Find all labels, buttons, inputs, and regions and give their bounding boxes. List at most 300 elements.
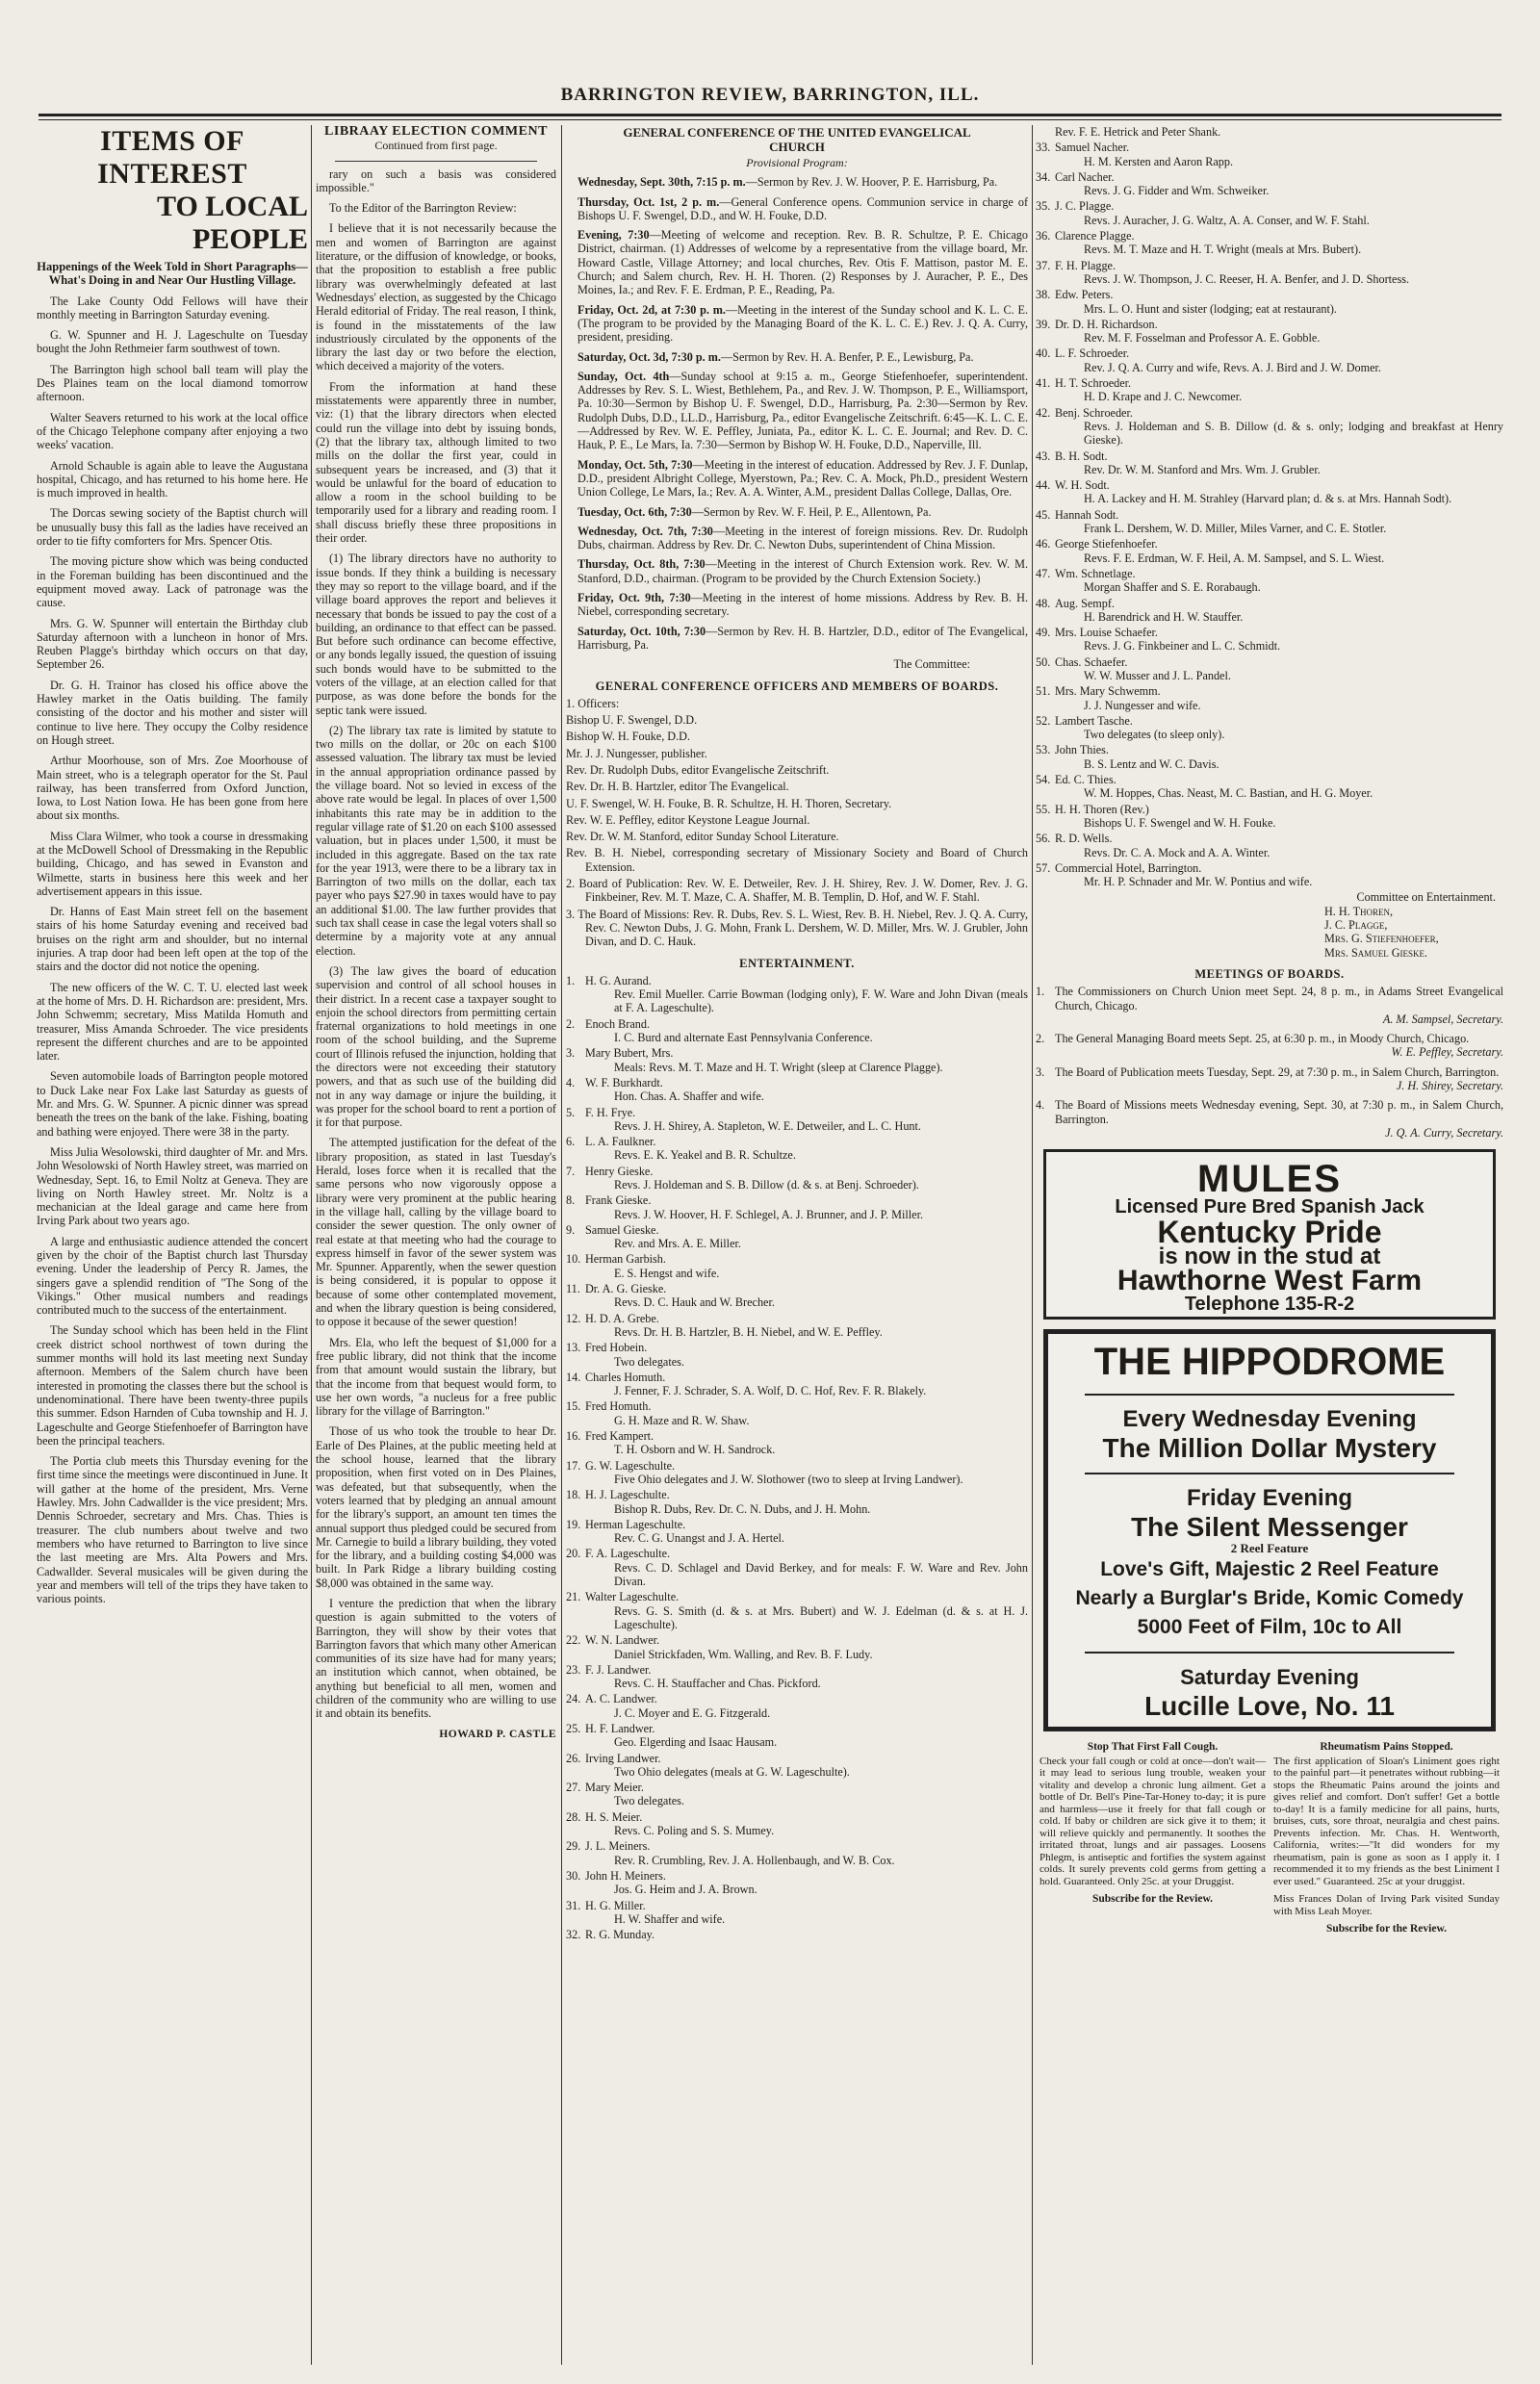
mules-line2: Licensed Pure Bred Spanish Jack (1115, 1196, 1424, 1218)
entry-host: Enoch Brand. (585, 1016, 651, 1031)
entry-host: Mary Meier. (585, 1781, 644, 1795)
entry-number: 36. (1036, 229, 1051, 244)
officers-title: GENERAL CONFERENCE OFFICERS AND MEMBERS OF BOARDS. (595, 679, 999, 693)
entry-host: W. H. Sodt. (1055, 478, 1110, 493)
entry-guests: H. Barendrick and H. W. Stauffer. (1084, 609, 1244, 624)
entry-host: L. F. Schroeder. (1055, 346, 1130, 361)
entry-host: Walter Lageschulte. (585, 1590, 680, 1604)
item-paragraph: The Lake County Odd Fellows will have their monthly meeting in Barrington Saturday evening. (37, 294, 308, 321)
divider (1085, 1394, 1454, 1396)
hippodrome-headline: THE HIPPODROME (1093, 1341, 1446, 1384)
entry-host: George Stiefenhoefer. (1055, 537, 1158, 551)
masthead-rule (38, 114, 1502, 116)
entry-host: B. H. Sodt. (1055, 449, 1108, 463)
officer-line: Mr. J. J. Nungesser, publisher. (566, 746, 707, 760)
entertainment-item (566, 1928, 1028, 1941)
entry-guests: Bishops U. F. Swengel and W. H. Fouke. (1084, 815, 1276, 830)
schedule-item (566, 557, 1028, 585)
item-paragraph: Arthur Moorhouse, son of Mrs. Zoe Moorhouse of Main street, who is a telegraph operator for the St. Paul railway, has been transferred from Oxford Junction, Iowa, to Lost Nation Iowa. He has been gone from here about six months. (37, 754, 308, 823)
entry-number: 44. (1036, 478, 1051, 493)
entertainment-item (566, 1252, 1028, 1280)
meeting-number: 3. (1036, 1064, 1045, 1079)
entry-guests: Revs. Dr. C. A. Mock and A. A. Winter. (1084, 845, 1270, 859)
officer-line: U. F. Swengel, W. H. Fouke, B. R. Schultze, H. H. Thoren, Secretary. (566, 796, 892, 810)
entry-number: 41. (1036, 376, 1051, 391)
entry-host: H. S. Meier. (585, 1809, 643, 1824)
entry-host: Hannah Sodt. (1055, 507, 1119, 522)
entry-number: 20. (566, 1547, 581, 1561)
entry-number: 43. (1036, 449, 1051, 463)
entry-guests: Revs. J. Auracher, J. G. Waltz, A. A. Conser, and W. F. Stahl. (1084, 213, 1370, 227)
entry-number: 12. (566, 1311, 581, 1325)
entry-guests: Revs. Dr. H. B. Hartzler, B. H. Niebel, and W. E. Peffley. (614, 1324, 883, 1339)
entry-host: F. J. Landwer. (585, 1662, 652, 1677)
entry-guests: Geo. Elgerding and Isaac Hausam. (614, 1735, 778, 1750)
entry-host: Henry Gieske. (585, 1164, 654, 1178)
entry-guests: Morgan Shaffer and S. E. Rorabaugh. (1084, 580, 1261, 595)
officer-line: Rev. Dr. Rudolph Dubs, editor Evangelische Zeitschrift. (566, 762, 830, 777)
entry-host: R. G. Munday. (585, 1928, 654, 1942)
conference-title-line1: GENERAL CONFERENCE OF THE UNITED EVANGELICAL (623, 125, 971, 140)
entry-guests: Rev. Emil Mueller. Carrie Bowman (lodging only), F. W. Ware and John Divan (meals at F. A. Lageschulte). (614, 987, 1028, 1015)
entry-host: Samuel Gieske. (585, 1222, 659, 1237)
schedule-text: —Sermon by Rev. H. B. Hartzler, D.D., editor of The Evangelical, Harrisburg, Pa. (578, 624, 1028, 652)
entertainment-item (566, 1429, 1028, 1457)
schedule-item (566, 591, 1028, 619)
entertainment-item (1036, 803, 1503, 831)
schedule-item (566, 505, 1028, 519)
meetings-title: MEETINGS OF BOARDS. (1194, 966, 1345, 981)
entry-guests: Revs. D. C. Hauk and W. Brecher. (614, 1295, 775, 1310)
entry-host: Fred Hobein. (585, 1341, 648, 1355)
entry-guests: Bishop R. Dubs, Rev. Dr. C. N. Dubs, and J. H. Mohn. (614, 1501, 871, 1516)
entry-guests: E. S. Hengst and wife. (614, 1266, 720, 1280)
rheumatism-note: Miss Frances Dolan of Irving Park visited Sunday with Miss Leah Moyer. (1273, 1893, 1500, 1917)
entry-host: Commercial Hotel, Barrington. (1055, 860, 1202, 875)
officer-line: 2. Board of Publication: Rev. W. E. Detweiler, Rev. J. H. Shirey, Rev. J. W. Domer, Rev. J. G. Finkbeiner, Rev. M. T. Maze, C. A. Shaffer, M. B. Templin, D. Hof, and W. F. Stahl. (566, 877, 1028, 905)
entry-host: Herman Lageschulte. (585, 1517, 686, 1531)
entry-number: 6. (566, 1135, 576, 1149)
entertainment-item (566, 1106, 1028, 1134)
hippodrome-line: Love's Gift, Majestic 2 Reel Feature (1100, 1558, 1439, 1581)
entry-host: John H. Meiners. (585, 1868, 666, 1883)
meeting-item (1036, 1098, 1503, 1140)
entertainment-item (1036, 773, 1503, 801)
entry-number: 47. (1036, 566, 1051, 580)
entry-guests: W. W. Musser and J. L. Pandel. (1084, 668, 1231, 682)
conference-column (566, 125, 1028, 2355)
entry-host: Mrs. Mary Schwemm. (1055, 684, 1161, 699)
entry-number: 15. (566, 1399, 581, 1414)
entry-guests: T. H. Osborn and W. H. Sandrock. (614, 1443, 776, 1457)
entry-host: Carl Nacher. (1055, 169, 1115, 184)
entertainment-item (566, 1869, 1028, 1897)
entry-guests: Two Ohio delegates (meals at G. W. Lageschulte). (614, 1764, 850, 1779)
entry-host: J. L. Meiners. (585, 1839, 651, 1854)
entry-host: L. A. Faulkner. (585, 1135, 656, 1149)
schedule-item (566, 303, 1028, 345)
schedule-day: Tuesday, Oct. 6th, 7:30 (578, 504, 692, 519)
item-paragraph: Dr. G. H. Trainor has closed his office above the Hawley market in the Oatis building. The family consisting of the doctor and his mother and sister will continue to live here. They occupy the Colby residence on Hough street. (37, 678, 308, 747)
officer-line: Rev. W. E. Peffley, editor Keystone League Journal. (566, 812, 810, 827)
divider (335, 161, 537, 162)
entry-number: 9. (566, 1222, 576, 1237)
library-paragraph: Those of us who took the trouble to hear Dr. Earle of Des Plaines, at the public meeting held at the school house, learned that the library proposition, when first voted on in Des Plaines, was defeated, but that subsequently, when the voters learned that by pledging an annual amount for the library's support, an amount ten times the annual support thus pledged could be secured from Mr. Carnegie to build a library building, they voted for the library, and a building costing $4,000 was built. In Park Ridge a library building costing $8,000 was obtained in the same way. (316, 1424, 556, 1590)
entertainment-item (566, 1046, 1028, 1074)
entertainment-item (1036, 259, 1503, 287)
entry-guests: Revs. C. H. Stauffacher and Chas. Pickford. (614, 1677, 821, 1691)
entry-host: J. C. Plagge. (1055, 199, 1115, 214)
entry-number: 51. (1036, 684, 1051, 699)
officers-list (566, 697, 1028, 949)
schedule-text: —Meeting in the interest of education. Addressed by Rev. J. F. Dunlap, D.D., president Albright College, Myerstown, Pa.; Rev. C. A. Mock, Ph.D., president Western Union College, Le Mars, Ia.; Rev. A. A. Winter, A.M., president Dallas College, Dallas, Ore. (578, 457, 1028, 500)
entry-guests: Rev. C. G. Unangst and J. A. Hertel. (614, 1531, 784, 1546)
entry-guests: Revs. F. E. Erdman, W. F. Heil, A. M. Sampsel, and S. L. Wiest. (1084, 551, 1385, 565)
rheumatism-title: Rheumatism Pains Stopped. (1320, 1741, 1453, 1754)
entertainment-item (566, 1399, 1028, 1427)
entry-host: H. F. Landwer. (585, 1721, 655, 1735)
schedule-text: —Meeting in the interest of Church Extension work. Rev. W. M. Stanford, D.D., chairman. (Program to be provided by the Church Extension Society.) (578, 557, 1028, 585)
meeting-signature: A. M. Sampsel, Secretary. (1382, 1012, 1503, 1026)
schedule-text: —General Conference opens. Communion service in charge of Bishops U. F. Swengel, D.D., and W. H. Fouke, D.D. (578, 194, 1028, 222)
entry-guests: Revs. C. Poling and S. S. Mumey. (614, 1824, 775, 1838)
entertainment-item (1036, 684, 1503, 712)
entertainment-item (1036, 537, 1503, 565)
meetings-list (1036, 985, 1503, 1140)
hippodrome-line: Lucille Love, No. 11 (1144, 1691, 1395, 1722)
library-paragraph: (3) The law gives the board of education supervision and control of all school houses in their district. In a recent case a taxpayer sought to enjoin the school directors from permitting certain fraternal organizations to hold meetings in one room of the school building, and the Supreme court of Illinois refused the injunction, holding that the directors were not exceeding their statutory powers, and that as such use of the building did not in any way damage or injure the building, it was proper for the school board to rent a portion of it for that purpose. (316, 963, 556, 1130)
entertainment-item (566, 1135, 1028, 1163)
entry-number: 30. (566, 1868, 581, 1883)
entry-guests: J. J. Nungesser and wife. (1084, 698, 1201, 712)
entertainment-item (1036, 861, 1503, 889)
entry-host: F. H. Plagge. (1055, 258, 1116, 272)
column-divider (311, 125, 312, 2365)
entry-number: 28. (566, 1809, 581, 1824)
entry-guests: W. M. Hoppes, Chas. Neast, M. C. Bastian, and H. G. Moyer. (1084, 786, 1373, 801)
committee-member: J. C. Plagge, (1324, 918, 1388, 933)
entertainment-item (1036, 626, 1503, 654)
mules-headline: MULES (1197, 1158, 1342, 1201)
entry-number: 13. (566, 1341, 581, 1355)
library-paragraph: I believe that it is not necessarily because the men and women of Barrington are against literature, or the diffusion of knowledge, or books, that the proposition to establish a free public library was overwhelmingly defeated at last Wednesdays' election, as suggested by the Chicago Herald editorial of Friday. The real reason, I think, is found in the misstatements of the law industriously circulated by the opponents of the library the last day or two before the election, which deceived a majority of the voters. (316, 221, 556, 373)
entry-number: 10. (566, 1252, 581, 1267)
entertainment-item (1036, 597, 1503, 625)
entertainment-item (566, 974, 1028, 1015)
entry-number: 38. (1036, 288, 1051, 302)
entry-host: Benj. Schroeder. (1055, 405, 1133, 420)
entertainment-item (1036, 229, 1503, 257)
schedule-day: Evening, 7:30 (578, 228, 650, 243)
entertainment-item (566, 1899, 1028, 1927)
schedule-day: Wednesday, Oct. 7th, 7:30 (578, 524, 713, 538)
entry-number: 14. (566, 1370, 581, 1384)
meeting-number: 4. (1036, 1098, 1045, 1113)
entry-guests: J. C. Moyer and E. G. Fitzgerald. (614, 1705, 771, 1720)
entry-host: F. H. Frye. (585, 1105, 636, 1119)
cough-text: Check your fall cough or cold at once—don't wait—it may lead to serious lung trouble, weaken your vitality and develop a chronic lung ailment. Get a bottle of Dr. Bell's Pine-Tar-Honey to-day; it is pure and harmless—use it freely for that fall cough or cold. If baby or children are sick give it to them; it will relieve quickly and permanently. It soothes the irritated throat, lungs and air passages. Loosens Phlegm, is antiseptic and fortifies the system against colds. It surely prevents cold germs from getting a hold. Guaranteed. Only 25c. at your Druggist. (1040, 1755, 1266, 1887)
entry-guests: H. M. Kersten and Aaron Rapp. (1084, 154, 1234, 168)
entry-guests: Mrs. L. O. Hunt and sister (lodging; eat at restaurant). (1084, 301, 1337, 316)
entry-guests: Jos. G. Heim and J. A. Brown. (614, 1883, 757, 1897)
column-divider (1032, 125, 1033, 2365)
hippodrome-line: Nearly a Burglar's Bride, Komic Comedy (1075, 1587, 1464, 1610)
officer-line: 3. The Board of Missions: Rev. R. Dubs, Rev. S. L. Wiest, Rev. B. H. Niebel, Rev. J. Q. A. Curry, Rev. C. Newton Dubs, J. G. Mohn, Frank L. Dershem, W. D. Miller, Mrs. W. J. Grubler, John Divan, and D. C. Hauk. (566, 907, 1028, 949)
entry-number: 8. (566, 1193, 576, 1208)
entry-host: Charles Homuth. (585, 1370, 666, 1384)
entry-host: Dr. D. H. Richardson. (1055, 317, 1158, 331)
entry-host: Edw. Peters. (1055, 288, 1114, 302)
library-signature: HOWARD P. CASTLE (439, 1728, 556, 1740)
entertainment-item (566, 1590, 1028, 1631)
entertainment-item (1036, 832, 1503, 859)
entertainment-item (566, 1282, 1028, 1310)
entry-number: 45. (1036, 507, 1051, 522)
entry-guests: Meals: Revs. M. T. Maze and H. T. Wright (sleep at Clarence Plagge). (614, 1060, 943, 1074)
entry-host: R. D. Wells. (1055, 832, 1113, 846)
items-title-line1: ITEMS OF INTEREST (97, 125, 247, 190)
entry-number: 19. (566, 1517, 581, 1531)
library-paragraph: To the Editor of the Barrington Review: (329, 201, 517, 216)
meeting-text: The Board of Publication meets Tuesday, Sept. 29, at 7:30 p. m., in Salem Church, Barrington. (1055, 1064, 1500, 1079)
item-paragraph: The Barrington high school ball team will play the Des Plaines team on the local diamond tomorrow afternoon. (37, 362, 308, 404)
cough-footer: Subscribe for the Review. (1091, 1893, 1213, 1906)
entry-guests: H. D. Krape and J. C. Newcomer. (1084, 390, 1243, 404)
cough-ad (1040, 1741, 1266, 1935)
entry-host: Wm. Schnetlage. (1055, 566, 1136, 580)
schedule-day: Friday, Oct. 2d, at 7:30 p. m. (578, 302, 726, 317)
entry-number: 40. (1036, 346, 1051, 361)
entertainment-item (1036, 714, 1503, 742)
entry-number: 21. (566, 1590, 581, 1604)
entry-number: 25. (566, 1721, 581, 1735)
entertainment-item (1036, 567, 1503, 595)
masthead: BARRINGTON REVIEW, BARRINGTON, ILL. (560, 85, 980, 105)
entertainment-item (566, 1547, 1028, 1588)
entry-host: H. G. Miller. (585, 1898, 646, 1912)
entry-number: 24. (566, 1692, 581, 1706)
schedule-item (566, 525, 1028, 552)
library-paragraph: I venture the prediction that when the library question is again submitted to the voters of Barrington, they will show by their votes that Barrington favors that which many other American communities of its size have had for many years; an institution which cannot, when obtained, be anything but beneficial to all men, women and children of the community who are willing to use it and obtain its benefits. (316, 1596, 556, 1721)
schedule-text: —Sermon by Rev. W. F. Heil, P. E., Allentown, Pa. (691, 504, 932, 519)
entry-host: Fred Homuth. (585, 1399, 652, 1414)
entry-host: Mary Bubert, Mrs. (585, 1046, 674, 1061)
entertainment-title: ENTERTAINMENT. (739, 956, 855, 970)
entertainment-item (566, 1017, 1028, 1045)
entertainment-item (566, 1076, 1028, 1104)
entertainment-item (566, 1752, 1028, 1780)
library-paragraph: (1) The library directors have no authority to issue bonds. If they think a building is necessary they may so report to the village board, and if the village board approves the report and believes it necessary that bonds be issued to pay the cost of a building, an ordinance to that effect can be passed. But before such ordinance can become effective, or any bonds legally issued, the question of issuing such bonds would have to be submitted to the voters of the village, at an election called for that purpose, as was done before the bonds for the septic tank were issued. (316, 551, 556, 717)
entry-host: Rev. F. E. Hetrick and Peter Shank. (1055, 125, 1221, 139)
library-title: LIBRAAY ELECTION COMMENT (324, 125, 548, 139)
hippodrome-line: 5000 Feet of Film, 10c to All (1137, 1616, 1402, 1639)
mules-ad (1043, 1149, 1496, 1320)
bottom-ads (1040, 1741, 1500, 1935)
mules-line6: Telephone 135-R-2 (1184, 1293, 1355, 1315)
entertainment-item (1036, 199, 1503, 227)
entertainment-item (566, 1312, 1028, 1340)
meeting-signature: J. Q. A. Curry, Secretary. (1385, 1125, 1503, 1140)
entry-guests: Revs. J. W. Hoover, H. F. Schlegel, A. J. Brunner, and J. P. Miller. (614, 1207, 924, 1221)
entertainment-item (566, 1518, 1028, 1546)
entry-number: 52. (1036, 713, 1051, 728)
right-column (1036, 125, 1503, 2355)
hippodrome-line: Saturday Evening (1180, 1665, 1359, 1690)
item-paragraph: Miss Clara Wilmer, who took a course in dressmaking at the McDowell School of Dressmaking in the Republic building, Chicago, and has sewed in Evanston and Wilmette, starts in business here this week and her advertisement appears in this issue. (37, 829, 308, 898)
entry-host: Mrs. Louise Schaefer. (1055, 626, 1158, 640)
mules-line4: is now in the stud at (1158, 1243, 1381, 1270)
entry-number: 56. (1036, 832, 1051, 846)
entry-guests: Frank L. Dershem, W. D. Miller, Miles Varner, and C. E. Stotler. (1084, 522, 1387, 536)
entry-guests: Revs. J. G. Finkbeiner and L. C. Schmidt. (1084, 639, 1281, 654)
entry-guests: H. A. Lackey and H. M. Strahley (Harvard plan; d. & s. at Mrs. Hannah Sodt). (1084, 492, 1452, 506)
hippodrome-line: The Silent Messenger (1131, 1512, 1408, 1543)
entry-number: 55. (1036, 802, 1051, 816)
entry-host: H. T. Schroeder. (1055, 376, 1132, 391)
meeting-text: The Commissioners on Church Union meet Sept. 24, 8 p. m., in Adams Street Evangelical Church, Chicago. (1055, 985, 1503, 1013)
entry-number: 53. (1036, 743, 1051, 757)
entry-host: Dr. A. G. Gieske. (585, 1282, 667, 1296)
entertainment-item (1036, 655, 1503, 683)
schedule-text: —Sermon by Rev. J. W. Hoover, P. E. Harrisburg, Pa. (745, 175, 998, 190)
entry-guests: Revs. J. G. Fidder and Wm. Schweiker. (1084, 184, 1270, 198)
entry-guests: Two delegates (to sleep only). (1084, 728, 1225, 742)
entertainment-item (1036, 406, 1503, 448)
entertainment-list-continued (1036, 125, 1503, 888)
library-paragraph: rary on such a basis was considered impossible." (316, 167, 556, 194)
entry-number: 1. (566, 973, 576, 987)
entertainment-item (566, 1223, 1028, 1251)
entry-number: 34. (1036, 169, 1051, 184)
items-body (37, 295, 308, 1606)
entry-host: Aug. Sempf. (1055, 596, 1115, 610)
entertainment-item (566, 1371, 1028, 1398)
meeting-number: 1. (1036, 985, 1045, 999)
library-paragraph: The attempted justification for the defeat of the library proposition, as stated in last Tuesday's Herald, loses force when it is recalled that the same persons who now vigorously oppose a library were very prominent at the public hearing in the village hall, calling by the village board to consider the sewer question. The only owner of real estate at that meeting who had the courage to express himself in favor of the sewer system was Mr. Spunner. Apparently, when the sewer question is being considered, it is popular to oppose it because of some other contemplated movement, and when the library question is being considered, to oppose it because of the sewer question! (316, 1136, 556, 1329)
schedule-item (566, 228, 1028, 296)
schedule-item (566, 195, 1028, 223)
entry-host: Samuel Nacher. (1055, 141, 1130, 155)
entry-number: 29. (566, 1839, 581, 1854)
schedule-day: Thursday, Oct. 1st, 2 p. m. (578, 194, 720, 209)
entertainment-item (566, 1488, 1028, 1516)
entry-number: 54. (1036, 773, 1051, 787)
mules-line3: Kentucky Pride (1157, 1215, 1382, 1250)
entry-host: John Thies. (1055, 743, 1109, 757)
meeting-text: The Board of Missions meets Wednesday evening, Sept. 30, at 7:30 p. m., in Salem Church, Barrington. (1055, 1098, 1503, 1126)
officer-line: 1. Officers: (566, 696, 620, 710)
entry-host: W. N. Landwer. (585, 1633, 660, 1648)
officer-line: Rev. Dr. W. M. Stanford, editor Sunday School Literature. (566, 830, 839, 844)
entry-host: A. C. Landwer. (585, 1692, 657, 1706)
column-divider (561, 125, 562, 2365)
hippodrome-ad (1043, 1329, 1496, 1731)
entry-number: 37. (1036, 258, 1051, 272)
entry-guests: Five Ohio delegates and J. W. Slothower (two to sleep at Irving Landwer). (614, 1472, 963, 1486)
meeting-item (1036, 1032, 1503, 1060)
entry-number: 48. (1036, 596, 1051, 610)
library-paragraph: (2) The library tax rate is limited by statute to two mills on the dollar, or 20c on each $100 assessed valuation. The library tax must be levied in the annual appropriation ordinance passed by the village board. Not so levied in excess of the above rate would be legal. In places of over 1,500 inhabitants this rate may be in addition to the regular village rate of $1.20 on each $100 assessed valuation, but in places under 1,500, it must be included in this aggregate. Based on the tax rate for the year 1913, were there to be a library tax in Barrington of two mills on the dollar, each tax payer who pays $27.90 in taxes would have to pay an additional $1.00. The law further provides that such tax shall cease in case the legal voters shall so determine by a majority vote at any annual election. (316, 723, 556, 958)
entry-guests: Rev. R. Crumbling, Rev. J. A. Hollenbaugh, and W. B. Cox. (614, 1853, 895, 1867)
officer-line: Bishop W. H. Fouke, D.D. (566, 730, 690, 744)
item-paragraph: The moving picture show which was being conducted in the Foreman building has been discontinued and the equipment moved away. Lack of patronage was the cause. (37, 554, 308, 610)
entry-number: 42. (1036, 405, 1051, 420)
entry-guests: I. C. Burd and alternate East Pennsylvania Conference. (614, 1031, 873, 1045)
entry-guests: Rev. Dr. W. M. Stanford and Mrs. Wm. J. Grubler. (1084, 462, 1321, 476)
entry-host: Ed. C. Thies. (1055, 773, 1116, 787)
library-paragraph: Mrs. Ela, who left the bequest of $1,000 for a free public library, did not think that the income from that amount would sustain the library, but that the income from that bequest would form, to use her own words, "a nucleus for a free public library for the village of Barrington." (316, 1335, 556, 1419)
schedule-day: Wednesday, Sept. 30th, 7:15 p. m. (578, 175, 746, 190)
entry-guests: Rev. and Mrs. A. E. Miller. (614, 1237, 741, 1251)
entry-guests: Revs. G. S. Smith (d. & s. at Mrs. Bubert) and W. J. Edelman (d. & s. at H. J. Lageschulte). (614, 1603, 1028, 1631)
entry-number: 32. (566, 1928, 581, 1942)
entertainment-item (1036, 478, 1503, 506)
items-column (37, 125, 308, 2355)
library-body (316, 167, 556, 1721)
entertainment-item (566, 1663, 1028, 1691)
schedule-item (566, 625, 1028, 653)
meeting-item (1036, 1065, 1503, 1093)
item-paragraph: Arnold Schauble is again able to leave the Augustana hospital, Chicago, and has returned to his home here. He is much improved in health. (37, 458, 308, 500)
item-paragraph: A large and enthusiastic audience attended the concert given by the choir of the Baptist church last Thursday evening. Under the leadership of Percy R. James, the singers gave a splendid rendition of "The Song of the Vikings." Other musical numbers and readings contributed much to the success of the entertainment. (37, 1234, 308, 1318)
entry-guests: Daniel Strickfaden, Wm. Walling, and Rev. B. F. Ludy. (614, 1647, 873, 1661)
entertainment-item (1036, 449, 1503, 477)
officer-line: Bishop U. F. Swengel, D.D. (566, 713, 698, 728)
entertainment-item (566, 1459, 1028, 1487)
entry-guests: Revs. J. Holdeman and S. B. Dillow (d. & s. at Benj. Schroeder). (614, 1178, 919, 1192)
library-paragraph: From the information at hand these misstatements were apparently three in number, viz: (1) that the library directors when elected could run the village into debt by issuing bonds, (2) that the library tax, although limited to two mills on the dollar the first year, could in subsequent years be increased, and (3) that it would be unlawful for the board of education to allow a room in the school building to be temporarily used for a library and reading room. I shall discuss briefly these three propositions in their order. (316, 379, 556, 546)
entry-guests: Revs. C. D. Schlagel and David Berkey, and for meals: F. W. Ware and Rev. John Divan. (614, 1560, 1028, 1589)
schedule-item (566, 370, 1028, 452)
meeting-text: The General Managing Board meets Sept. 25, at 6:30 p. m., in Moody Church, Chicago. (1055, 1032, 1470, 1046)
entry-number: 3. (566, 1046, 576, 1061)
entry-guests: Two delegates. (614, 1354, 684, 1369)
entertainment-list (566, 974, 1028, 1942)
entry-number: 2. (566, 1016, 576, 1031)
entry-number: 50. (1036, 654, 1051, 669)
meeting-number: 2. (1036, 1032, 1045, 1046)
schedule-day: Monday, Oct. 5th, 7:30 (578, 457, 693, 472)
mules-line5: Hawthorne West Farm (1116, 1264, 1423, 1296)
schedule-day: Sunday, Oct. 4th (578, 369, 670, 383)
entry-number: 5. (566, 1105, 576, 1119)
entry-number: 23. (566, 1662, 581, 1677)
library-subtitle: Continued from first page. (374, 139, 498, 153)
item-paragraph: Walter Seavers returned to his work at the local office of the Chicago Telephone company after enjoying a two weeks' vacation. (37, 410, 308, 452)
entry-host: Lambert Tasche. (1055, 713, 1133, 728)
rheumatism-ad (1273, 1741, 1500, 1935)
entertainment-item (1036, 346, 1503, 374)
entry-host: Fred Kampert. (585, 1429, 654, 1444)
entry-guests: Rev. J. Q. A. Curry and wife, Revs. A. J. Bird and J. W. Domer. (1084, 360, 1381, 374)
committee-member: Mrs. G. Stiefenhoefer, (1324, 932, 1439, 946)
entry-guests: Hon. Chas. A. Shaffer and wife. (614, 1089, 764, 1104)
entertainment-item (566, 1781, 1028, 1808)
entry-guests: J. Fenner, F. J. Schrader, S. A. Wolf, D. C. Hof, Rev. F. R. Blakely. (614, 1384, 927, 1398)
schedule-item (566, 350, 1028, 364)
item-paragraph: Seven automobile loads of Barrington people motored to Duck Lake near Fox Lake last Saturday as guests of Mr. and Mrs. G. W. Spunner. A picnic dinner was spread beneath the trees on the bank of the lake. Fishing, boating and bathing were enjoyed. There were 38 in the party. (37, 1069, 308, 1139)
committee-member: H. H. Thoren, (1324, 904, 1394, 918)
entertainment-committee (1036, 905, 1503, 960)
entertainment-item (566, 1722, 1028, 1750)
entry-guests: Revs. M. T. Maze and H. T. Wright (meals at Mrs. Bubert). (1084, 243, 1362, 257)
entry-guests: Revs. J. H. Shirey, A. Stapleton, W. E. Detweiler, and L. C. Hunt. (614, 1118, 921, 1133)
entertainment-item (1036, 141, 1503, 168)
schedule-item (566, 458, 1028, 500)
entertainment-item (1036, 288, 1503, 316)
schedule-text: —Meeting in the interest of home missions. Address by Rev. B. H. Niebel, corresponding secretary. (578, 591, 1028, 619)
entry-number: 16. (566, 1429, 581, 1444)
